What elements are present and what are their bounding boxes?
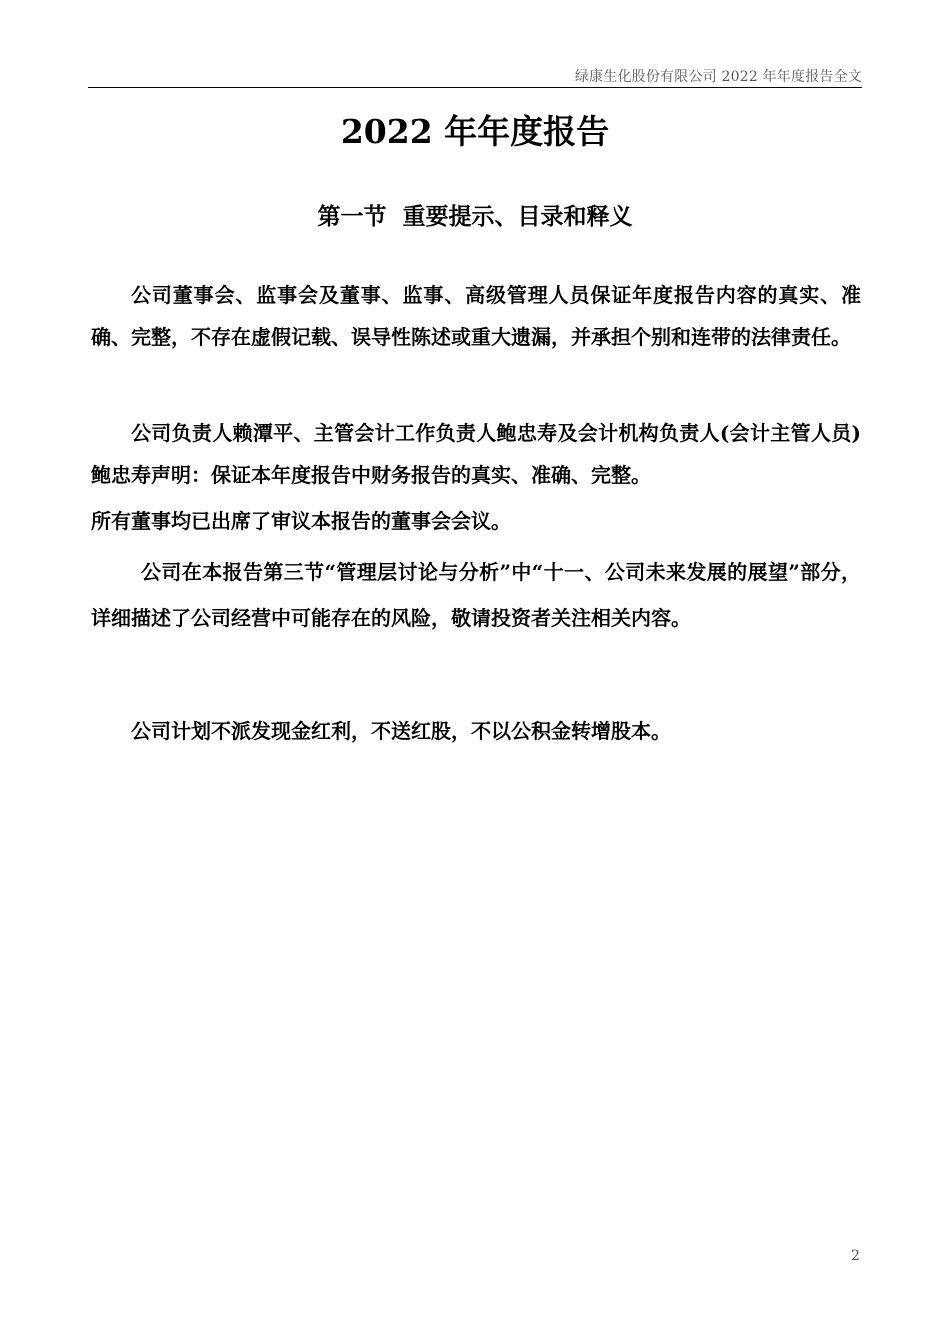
running-header-title: 绿康生化股份有限公司 2022 年年度报告全文: [574, 69, 862, 85]
page-number: 2: [851, 1248, 860, 1264]
paragraph-responsibility-statement: 公司董事会、监事会及董事、监事、高级管理人员保证年度报告内容的真实、准确、完整，不存在虚假记载、误导性陈述或重大遗漏，并承担个别和连带的法律责任。: [91, 283, 861, 349]
document-title: 2022 年年度报告: [340, 112, 610, 151]
paragraph-risk-notice: 公司在本报告第三节“管理层讨论与分析”中“十一、公司未来发展的展望”部分，详细描述了公司经营中可能存在的风险，敬请投资者关注相关内容。: [91, 560, 861, 630]
section-heading: 第一节 重要提示、目录和释义: [317, 203, 633, 230]
paragraph-board-attendance: 所有董事均已出席了审议本报告的董事会会议。: [91, 509, 511, 533]
paragraph-financial-declaration: 公司负责人赖潭平、主管会计工作负责人鲍忠寿及会计机构负责人(会计主管人员)鲍忠寿声明：保证本年度报告中财务报告的真实、准确、完整。: [91, 421, 861, 487]
running-header: [88, 62, 862, 88]
paragraph-dividend-plan: 公司计划不派发现金红利，不送红股，不以公积金转增股本。: [131, 719, 671, 743]
